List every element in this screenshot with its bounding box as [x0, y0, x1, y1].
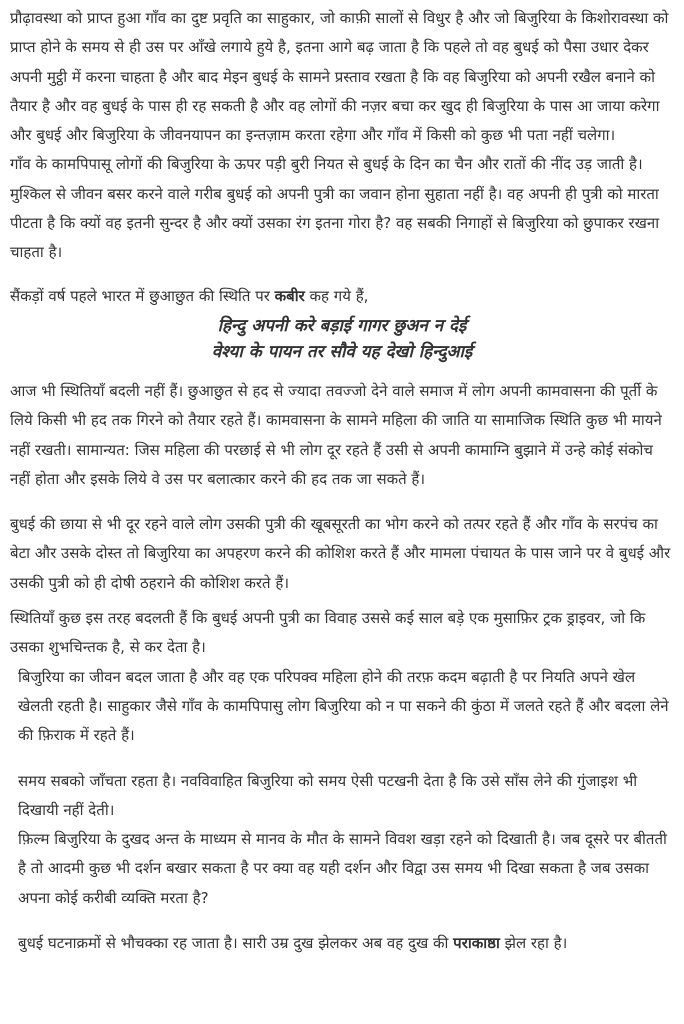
paragraph-kabir-intro — [10, 282, 674, 311]
verse-line-1: हिन्दु अपनी करे बड़ाई गागर छुअन न देई — [217, 315, 467, 336]
paragraph-abduction: बुधई की छाया से भी दूर रहने वाले लोग उसकी पुत्री की खूबसूरती का भोग करने को तत्पर रहते हैं और गाँव के सरपंच का बेटा और उसके दोस्त तो बिजुरिया का अपहरण करने की कोशिश करते हैं और मामला पंचायत के पास जाने पर वे बुधई और उसकी पुत्री को ही दोषी ठहराने की कोशिश करते हैं। — [10, 515, 671, 592]
budhai-shock-text: बुधई घटनाक्रमों से भौचक्का रह जाता है। सारी उम्र दुख झेलकर अब वह दुख की — [18, 934, 454, 953]
verse-line-2: वेश्या के पायन तर सौवे यह देखो हिन्दुआई — [211, 341, 473, 362]
paragraph-moneylender: प्रौढ़ावस्था को प्राप्त हुआ गाँव का दुष्ट प्रवृति का साहुकार, जो काफ़ी सालों से विधुर है और जो बिजुरिया के किशोरावस्था को प्राप्त होने के समय से ही उस पर आँखे लगाये हुये है, इतना आगे बढ़ जाता है कि पहले तो वह बुधई को पैसा उधार देकर अपनी मुट्ठी में करना चाहता है और बाद मेइन बुधई के सामने प्रस्ताव रखता है कि वह बिजुरिया को अपनी रखैल बनाने को तैयार है और वह बुधई के पास ही रह सकती है और वह लोगों की नज़र बचा कर खुद ही बिजुरिया के पास आ जाया करेगा और बुधई और बिजुरिया के जीवनयापन का इन्तज़ाम करता रहेगा और गाँव में किसी को कुछ भी पता नहीं चलेगा। — [10, 9, 669, 145]
paragraph-untouchability: आज भी स्थितियाँ बदली नहीं हैं। छुआछुत से हद से ज्यादा तवज्जो देने वाले समाज में लोग अपनी कामवासना की पूर्ती के लिये किसी भी हद तक गिरने को तैयार रहते हैं। कामवासना के सामने महिला की जाति या सामाजिक स्थिति कुछ भी मायने नहीं रखती। सामान्यत: जिस महिला की परछाई से भी लोग दूर रहते हैं उसी से अपनी कामाग्नि बुझाने में उन्हे कोई संकोच नहीं होता और इसके लिये वे उस पर बलात्कार करने की हद तक जा सकते हैं। — [10, 381, 662, 488]
kabir-verse — [10, 313, 674, 365]
peak-word: पराकाष्ठा — [453, 934, 500, 953]
budhai-shock-suffix: झेल रहा है। — [499, 934, 568, 953]
kabir-intro-text: सैंकड़ों वर्ष पहले भारत में छुआछुत की स्थिति पर — [10, 286, 275, 305]
kabir-name: कबीर — [274, 286, 305, 305]
kabir-intro-suffix: कह गये हैं, — [304, 286, 369, 305]
paragraph-life-changes: बिजुरिया का जीवन बदल जाता है और वह एक परिपक्व महिला होने की तरफ़ कदम बढ़ाती है पर नियति अपने खेल खेलती रहती है। साहुकार जैसे गाँव के कामपिपासु लोग बिजुरिया को न पा सकने की कुंठा में जलते रहते हैं और बदला लेने की फ़िराक में रहते हैं। — [18, 667, 669, 745]
paragraph-budhai-shock — [10, 929, 674, 958]
paragraph-film-ending: फ़िल्म बिजुरिया के दुखद अन्त के माध्यम से मानव के मौत के सामने विवश खड़ा रहने को दिखाती है। जब दूसरे पर बीतती है तो आदमी कुछ भी दर्शन बखार सकता है पर क्या वह यही दर्शन और विद्वा उस समय भी दिखा सकता है जब उसका अपना कोई करीबी व्यक्ति मरता है? — [18, 830, 667, 907]
paragraph-marriage: स्थितियाँ कुछ इस तरह बदलती हैं कि बुधई अपनी पुत्री का विवाह उससे कई साल बड़े एक मुसाफ़िर ट्रक ड्राइवर, जो कि उसका शुभचिन्तक है, से कर देता है। — [10, 609, 646, 657]
paragraph-time-tests: समय सबको जाँचता रहता है। नवविवाहित बिजुरिया को समय ऐसी पटखनी देता है कि उसे साँस लेने की गुंजाइश भी दिखायी नहीं देती। — [18, 771, 638, 819]
paragraph-budhai-worry: गाँव के कामपिपासू लोगों की बिजुरिया के ऊपर पड़ी बुरी नियत से बुधई के दिन का चैन और रातों की नींद उड़ जाती है। मुश्किल से जीवन बसर करने वाले गरीब बुधई को अपनी पुत्री का जवान होना सुहाता नहीं है। वह अपनी ही पुत्री को मारता पीटता है कि क्यों वह इतनी सुन्दर है और क्यों उसका रंग इतना गोरा है? वह सबकी निगाहों से बिजुरिया को छुपाकर रखना चाहता है। — [10, 155, 660, 262]
